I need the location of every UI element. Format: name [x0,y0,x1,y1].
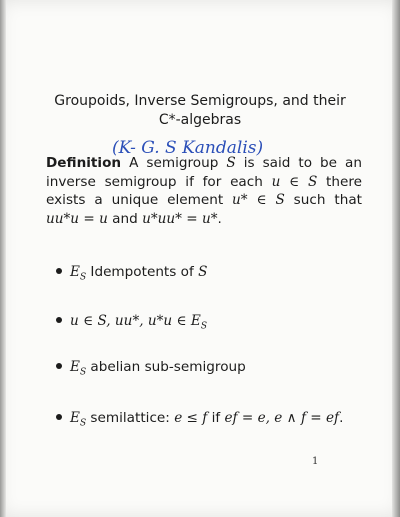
bullet-item-2 [56,313,207,332]
title-line-1: Groupoids, Inverse Semigroups, and their [54,93,346,109]
page-number: 1 [312,456,319,467]
definition-label: Definition [46,155,122,171]
bullet-dot [56,268,62,274]
bullet-item-1 [56,264,207,283]
bullet-dot [56,414,62,420]
definition-paragraph [46,154,362,228]
def-math-S: S [226,155,236,171]
scan-edge-left [0,0,6,517]
bullet-3-sub: S [79,367,87,378]
bullet-3-math-E: E [70,359,80,375]
scan-edge-right [392,0,400,517]
bullet-1-sub: S [79,272,87,283]
bullet-3-text: abelian sub-semigroup [86,359,246,375]
bullet-dot [56,317,62,323]
bullet-item-3 [56,359,246,378]
bullet-2-sub: S [200,321,207,332]
bullet-2-math: u ∈ S, uu*, u*u ∈ E [70,313,201,329]
bullet-4-sub: S [79,418,87,429]
def-text-2: is said to be an inverse semigroup if for each [46,155,362,190]
page-title [40,92,360,130]
handwritten-text: (K- G. S Kandalis) [112,138,264,158]
bullet-1-math-E: E [70,264,80,280]
bullet-4-math-order: e ≤ f [174,410,208,426]
def-text-4: such that [284,192,362,208]
bullet-4-text: semilattice: [86,410,175,426]
bullet-4-text-2: if [207,410,225,426]
def-math-u-in-S: u ∈ S [271,173,318,190]
def-text-6: . [217,210,222,227]
def-text-1: A semigroup [129,155,227,171]
bullet-1-math-S: S [198,264,208,280]
bullet-1-text: Idempotents of [86,264,199,280]
bullet-4-math-E: E [70,410,80,426]
bullet-4-math-meet: ef = e, e ∧ f = ef [224,410,340,426]
def-text-3: there exists a unique element [46,173,362,208]
bullet-4-text-3: . [339,410,344,426]
title-line-2: C*-algebras [158,112,242,128]
bullet-item-4 [56,410,343,429]
def-math-eq2: u*uu* = u* [142,210,218,227]
def-math-ustar-in-S: u* ∈ S [232,192,285,208]
def-text-5: and [107,210,143,227]
bullet-dot [56,363,62,369]
def-math-eq1: uu*u = u [46,210,108,227]
